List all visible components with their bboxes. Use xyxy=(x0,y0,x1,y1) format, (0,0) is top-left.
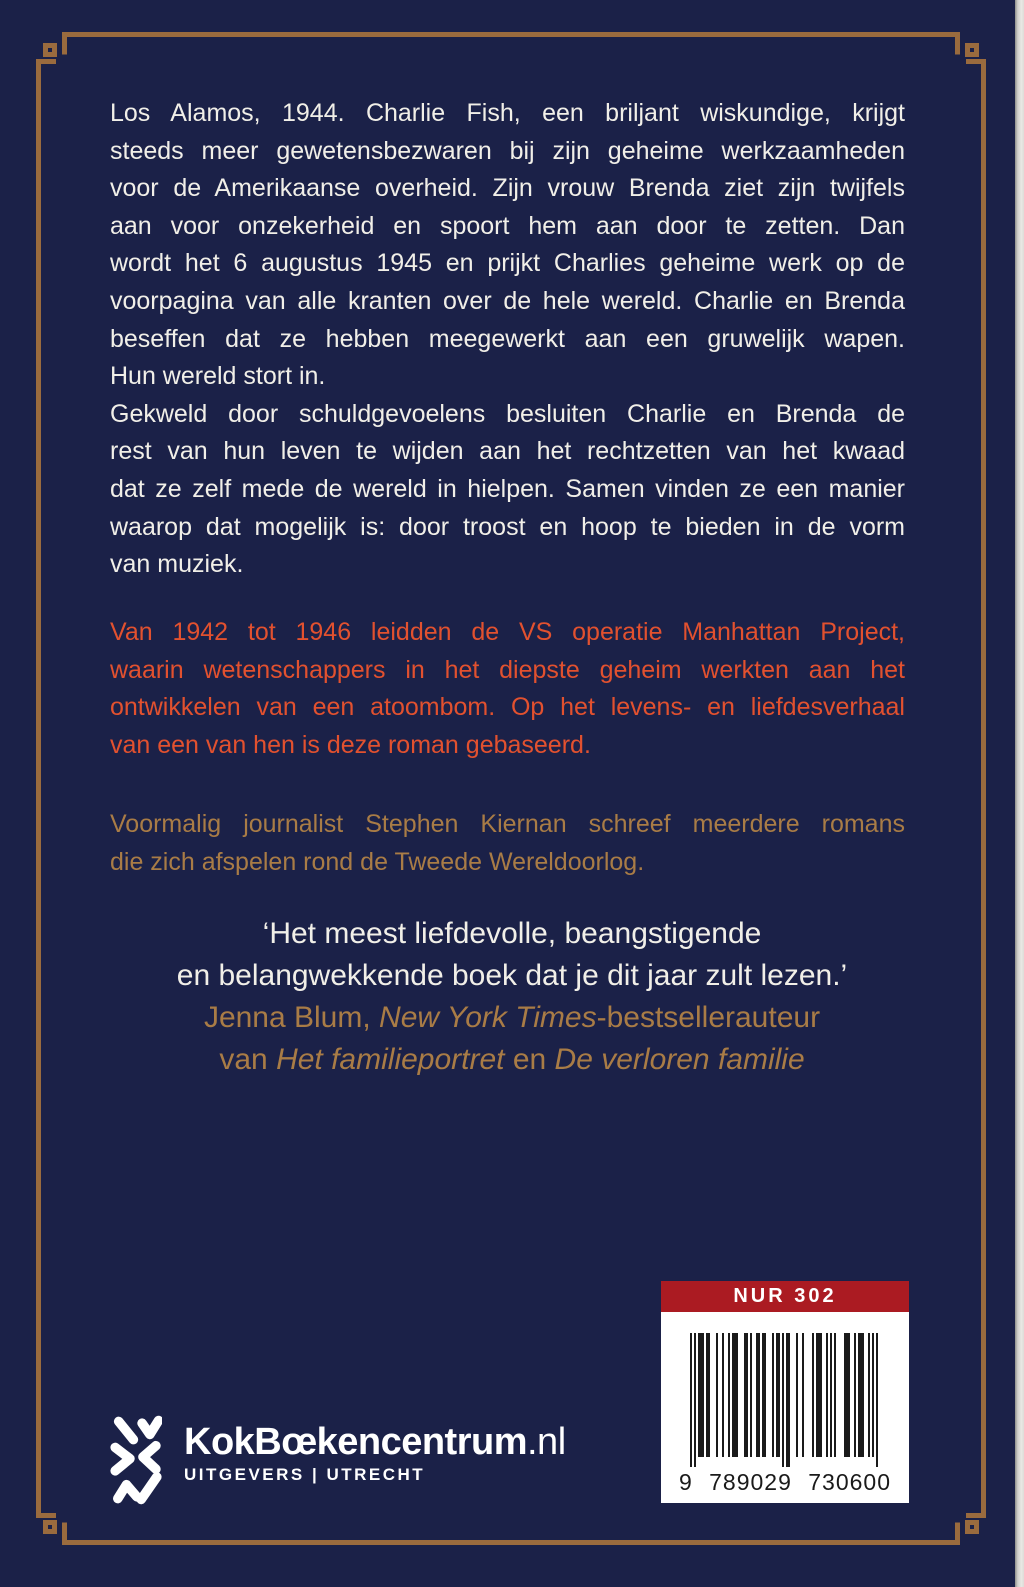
quote-title-italic: Het familieportret xyxy=(276,1043,505,1076)
barcode-digit-group: 789029 xyxy=(709,1469,792,1495)
quote-line xyxy=(38,997,986,1039)
publisher-logo xyxy=(110,1410,566,1506)
text-line: steeds meer gewetensbezwaren bij zijn geheime werkzaamheden xyxy=(110,136,905,165)
text-line: Hun wereld stort in. xyxy=(110,362,326,391)
page-edge-strip xyxy=(1015,0,1024,1587)
publisher-name xyxy=(184,1422,566,1462)
quote-line xyxy=(38,913,986,955)
synopsis-paragraph-1 xyxy=(110,95,905,396)
quote-title-italic: De verloren familie xyxy=(554,1043,805,1076)
corner-square-top-right xyxy=(968,46,977,55)
publisher-text xyxy=(184,1410,566,1485)
nur-badge xyxy=(661,1281,909,1312)
text-line: dat ze zelf mede de wereld in hielpen. Samen vinden ze een manier xyxy=(110,474,905,503)
quote-text: -bestsellerauteur xyxy=(596,1001,821,1034)
text-line: wordt het 6 augustus 1945 en prijkt Charlies geheime werk op de xyxy=(110,249,905,278)
corner-square-bottom-right xyxy=(968,1523,977,1532)
text-line: waarin wetenschappers in het diepste geheim werkten aan het xyxy=(110,655,905,684)
text-line: die zich afspelen rond de Tweede Wereldoorlog. xyxy=(110,847,645,876)
quote-text: van xyxy=(219,1043,277,1076)
text-line: waarop dat mogelijk is: door troost en hoop te bieden in de vorm xyxy=(110,512,905,541)
barcode-number xyxy=(679,1469,891,1496)
quote-text: en belangwekkende boek dat je dit jaar zult lezen.’ xyxy=(176,959,848,992)
historical-note xyxy=(110,614,905,764)
text-line: ontwikkelen van een atoombom. Op het levens- en liefdesverhaal xyxy=(110,693,905,722)
publisher-tagline: UITGEVERS | UTRECHT xyxy=(184,1465,426,1484)
text-line: Gekweld door schuldgevoelens besluiten Charlie en Brenda de xyxy=(110,399,905,428)
text-line: rest van hun leven te wijden aan het rechtzetten van het kwaad xyxy=(110,437,905,466)
barcode-digit-group: 730600 xyxy=(808,1469,891,1495)
publisher-logo-mark-icon xyxy=(110,1414,162,1506)
synopsis xyxy=(110,95,905,584)
quote-line xyxy=(38,1039,986,1081)
quote-text: ‘Het meest liefdevolle, beangstigende xyxy=(262,917,762,950)
nur-barcode-block xyxy=(661,1281,909,1503)
barcode xyxy=(661,1312,909,1496)
publisher-name-main: KokBœkencentrum xyxy=(184,1421,527,1463)
quote-text: en xyxy=(504,1043,555,1076)
text-line: Voormalig journalist Stephen Kiernan schreef meerdere romans xyxy=(110,810,905,838)
author-note xyxy=(110,806,905,881)
text-line: Los Alamos, 1944. Charlie Fish, een briljant wiskundige, krijgt xyxy=(110,99,905,127)
text-line: van muziek. xyxy=(110,550,244,579)
review-quote xyxy=(38,913,986,1081)
publisher-name-tld: .nl xyxy=(527,1421,566,1463)
barcode-digit-group: 9 xyxy=(679,1469,693,1495)
text-line: beseffen dat ze hebben meegewerkt aan een gruwelijk wapen. xyxy=(110,324,905,353)
corner-square-bottom-left xyxy=(46,1523,55,1532)
quote-text: Jenna Blum, xyxy=(203,1001,380,1034)
text-line: voorpagina van alle kranten over de hele wereld. Charlie en Brenda xyxy=(110,286,905,315)
text-line: voor de Amerikaanse overheid. Zijn vrouw Brenda ziet zijn twijfels xyxy=(110,174,905,203)
text-line: van een van hen is deze roman gebaseerd. xyxy=(110,730,591,759)
nur-label: NUR 302 xyxy=(733,1285,837,1307)
corner-square-top-left xyxy=(46,46,55,55)
quote-title-italic: New York Times xyxy=(379,1001,597,1034)
synopsis-paragraph-2 xyxy=(110,396,905,584)
text-line: Van 1942 tot 1946 leidden de VS operatie Manhattan Project, xyxy=(110,618,905,646)
barcode-bars xyxy=(690,1333,880,1467)
text-line: aan voor onzekerheid en spoort hem aan door te zetten. Dan xyxy=(110,211,905,240)
quote-line xyxy=(38,955,986,997)
